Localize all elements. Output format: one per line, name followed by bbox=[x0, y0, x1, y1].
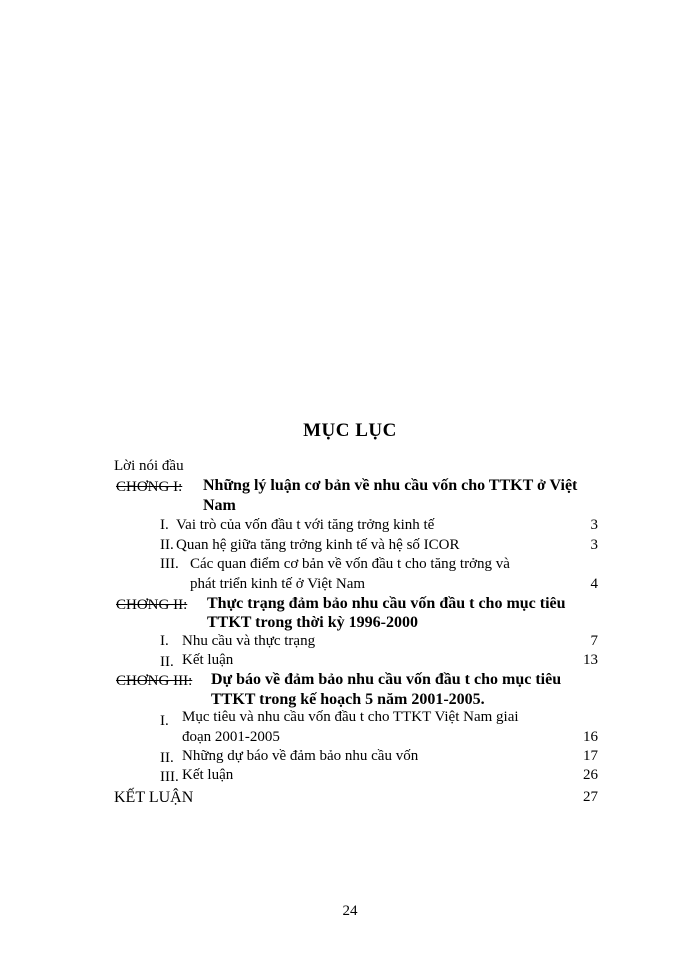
toc-roman: I. bbox=[160, 633, 169, 649]
toc-conclusion: KẾT LUẬN bbox=[114, 789, 194, 806]
toc-roman: II. bbox=[160, 654, 174, 670]
chapter-2-title-cont: TTKT trong thời kỳ 1996-2000 bbox=[207, 614, 418, 631]
chapter-2-title: Thực trạng đảm bảo nhu cầu vốn đầu t cho mục tiêu bbox=[207, 595, 566, 612]
toc-page-number: 17 bbox=[583, 748, 598, 764]
chapter-3-title-cont: TTKT trong kế hoạch 5 năm 2001-2005. bbox=[211, 691, 485, 708]
toc-roman: I. bbox=[160, 713, 169, 729]
toc-item-text: Mục tiêu và nhu cầu vốn đầu t cho TTKT Việt Nam giai bbox=[182, 709, 519, 725]
toc-intro: Lời nói đầu bbox=[114, 458, 184, 474]
toc-item-text: Các quan điểm cơ bản về vốn đầu t cho tăng trởng và bbox=[190, 556, 510, 572]
chapter-2-label: CHƠNG II: bbox=[116, 597, 188, 613]
toc-roman: III. bbox=[160, 769, 179, 785]
toc-page-number: 7 bbox=[590, 633, 598, 649]
toc-page-number: 16 bbox=[583, 729, 598, 745]
toc-item-text: Kết luận bbox=[182, 652, 234, 668]
toc-roman: II. bbox=[160, 750, 174, 766]
toc-item-text: Vai trò của vốn đầu t với tăng trởng kinh tế bbox=[176, 517, 435, 533]
toc-item-text-cont: phát triển kinh tế ở Việt Nam bbox=[190, 576, 366, 592]
toc-page-number: 3 bbox=[590, 517, 598, 533]
toc-page-number: 4 bbox=[590, 576, 598, 592]
toc-page-number: 26 bbox=[583, 767, 598, 783]
chapter-3-title: Dự báo về đảm bảo nhu cầu vốn đầu t cho mục tiêu bbox=[211, 671, 562, 688]
toc-roman: III. bbox=[160, 556, 179, 572]
toc-page-number: 27 bbox=[583, 789, 598, 805]
toc-item-text-cont: đoạn 2001-2005 bbox=[182, 729, 280, 745]
toc-roman: I. bbox=[160, 517, 169, 533]
page-number: 24 bbox=[342, 903, 358, 919]
page-title: MỤC LỤC bbox=[303, 420, 397, 441]
chapter-1-label: CHƠNG I: bbox=[116, 479, 183, 495]
toc-roman: II. bbox=[160, 537, 174, 553]
toc-item-text: Những dự báo về đảm bảo nhu cầu vốn bbox=[182, 748, 419, 764]
toc-page-number: 3 bbox=[590, 537, 598, 553]
chapter-1-title: Những lý luận cơ bản về nhu cầu vốn cho TTKT ở Việt bbox=[203, 477, 578, 494]
toc-item-text: Quan hệ giữa tăng trởng kinh tế và hệ số ICOR bbox=[176, 537, 460, 553]
toc-item-text: Nhu cầu và thực trạng bbox=[182, 633, 316, 649]
toc-item-text: Kết luận bbox=[182, 767, 234, 783]
chapter-1-title-cont: Nam bbox=[203, 497, 236, 514]
toc-page-number: 13 bbox=[583, 652, 598, 668]
chapter-3-label: CHƠNG III: bbox=[116, 673, 193, 689]
